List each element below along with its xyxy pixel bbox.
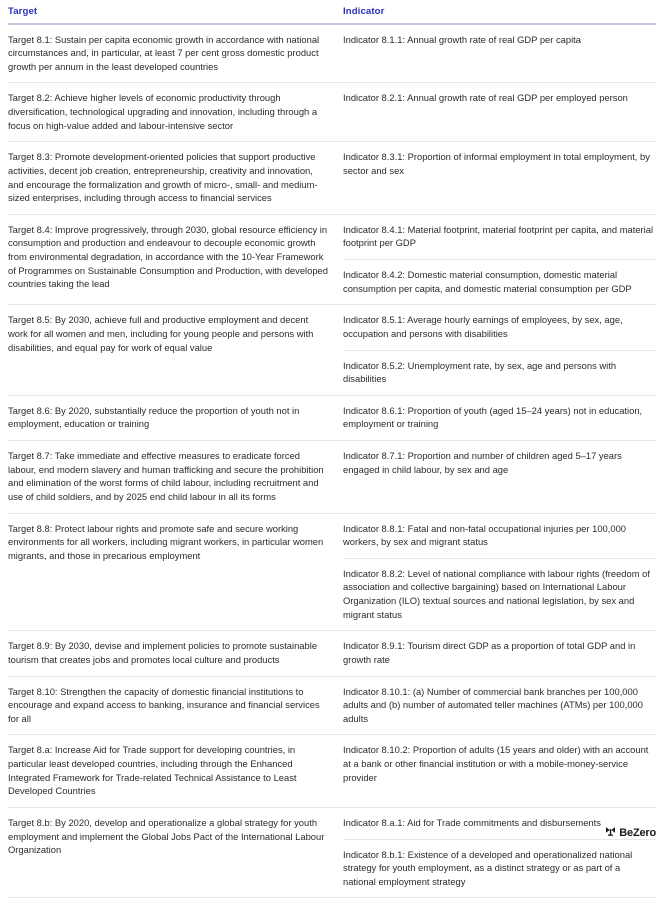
indicator-item <box>343 631 656 675</box>
indicator-cell <box>343 808 656 898</box>
target-cell <box>8 305 343 395</box>
target-text: Target 8.7: Take immediate and effective measures to eradicate forced labour, end modern slavery and human trafficking and secure the prohibition and elimination of the worst forms of child labour, including recruitment and use of child soldiers, and by 2025 end child labour in all its forms <box>8 449 329 504</box>
indicator-cell <box>343 735 656 807</box>
indicator-cell <box>343 25 656 83</box>
table-row <box>8 735 656 808</box>
indicator-cell <box>343 83 656 141</box>
target-cell <box>8 83 343 141</box>
indicator-text: Indicator 8.4.2: Domestic material consumption, domestic material consumption per capita, and domestic material consumption per GDP <box>343 268 654 295</box>
table-row <box>8 83 656 142</box>
target-text: Target 8.6: By 2020, substantially reduce the proportion of youth not in employment, education or training <box>8 404 329 431</box>
indicator-item <box>343 350 656 395</box>
indicator-text: Indicator 8.5.2: Unemployment rate, by sex, age and persons with disabilities <box>343 359 654 386</box>
column-header-indicator: Indicator <box>343 6 656 18</box>
indicator-text: Indicator 8.a.1: Aid for Trade commitments and disbursements <box>343 816 654 830</box>
indicator-item <box>343 735 656 793</box>
indicator-item <box>343 677 656 735</box>
indicator-text: Indicator 8.7.1: Proportion and number of children aged 5–17 years engaged in child labour, by sex and age <box>343 449 654 476</box>
indicator-item <box>343 305 656 349</box>
indicator-text: Indicator 8.4.1: Material footprint, material footprint per capita, and material footprint per GDP <box>343 223 654 250</box>
indicator-cell <box>343 514 656 631</box>
indicator-text: Indicator 8.b.1: Existence of a developed and operationalized national strategy for youth employment, as a distinct strategy or as part of a national employment strategy <box>343 848 654 889</box>
indicator-item <box>343 839 656 898</box>
target-cell <box>8 142 343 214</box>
table-body <box>8 25 656 898</box>
indicator-text: Indicator 8.1.1: Annual growth rate of real GDP per capita <box>343 33 654 47</box>
footer-logo <box>605 824 656 842</box>
table-row <box>8 25 656 84</box>
indicator-text: Indicator 8.2.1: Annual growth rate of real GDP per employed person <box>343 91 654 105</box>
indicator-cell <box>343 396 656 440</box>
table-row <box>8 677 656 736</box>
target-cell <box>8 677 343 735</box>
target-text: Target 8.8: Protect labour rights and promote safe and secure working environments for all workers, including migrant workers, in particular women migrants, and those in precarious employment <box>8 522 329 563</box>
indicator-text: Indicator 8.8.2: Level of national compliance with labour rights (freedom of association and collective bargaining) based on International Labour Organization (ILO) textual sources and national legislation, by sex and migrant status <box>343 567 654 622</box>
indicator-item <box>343 83 656 114</box>
indicator-item <box>343 142 656 186</box>
target-text: Target 8.5: By 2030, achieve full and productive employment and decent work for all women and men, including for young people and persons with disabilities, and equal pay for work of equal value <box>8 313 329 354</box>
target-cell <box>8 25 343 83</box>
table-row <box>8 808 656 898</box>
indicator-text: Indicator 8.10.2: Proportion of adults (15 years and older) with an account at a bank or other financial institution or with a mobile-money-service provider <box>343 743 654 784</box>
target-cell <box>8 441 343 513</box>
indicator-item <box>343 514 656 558</box>
table-row <box>8 441 656 514</box>
indicator-text: Indicator 8.9.1: Tourism direct GDP as a proportion of total GDP and in growth rate <box>343 639 654 666</box>
table-row <box>8 396 656 441</box>
indicator-item <box>343 215 656 259</box>
target-text: Target 8.1: Sustain per capita economic growth in accordance with national circumstances and, in particular, at least 7 per cent gross domestic product growth per annum in the least developed countries <box>8 33 329 74</box>
indicator-text: Indicator 8.3.1: Proportion of informal employment in total employment, by sector and sex <box>343 150 654 177</box>
table-row <box>8 305 656 396</box>
table-row <box>8 514 656 632</box>
target-cell <box>8 631 343 675</box>
table-row <box>8 215 656 306</box>
target-cell <box>8 808 343 898</box>
bezero-mark-icon <box>605 824 616 842</box>
bezero-wordmark: BeZero <box>619 828 656 839</box>
target-text: Target 8.4: Improve progressively, through 2030, global resource efficiency in consumption and production and endeavour to decouple economic growth from environmental degradation, in accordance with the 10-Year Framework of Programmes on Sustainable Consumption and Production, with developed countries taking the lead <box>8 223 329 291</box>
indicator-cell <box>343 142 656 214</box>
target-text: Target 8.2: Achieve higher levels of economic productivity through diversification, technological upgrading and innovation, including through a focus on high-value added and labour-intensive sector <box>8 91 329 132</box>
table-header-row <box>8 0 656 25</box>
target-text: Target 8.b: By 2020, develop and operationalize a global strategy for youth employment and implement the Global Jobs Pact of the International Labour Organization <box>8 816 329 857</box>
indicator-item <box>343 558 656 631</box>
indicator-cell <box>343 631 656 675</box>
indicator-cell <box>343 215 656 305</box>
target-text: Target 8.3: Promote development-oriented policies that support productive activities, decent job creation, entrepreneurship, creativity and innovation, and encourage the formalization and growth of micro-, small- and medium-sized enterprises, including through access to financial services <box>8 150 329 205</box>
indicator-cell <box>343 441 656 513</box>
target-text: Target 8.a: Increase Aid for Trade support for developing countries, in particular least developed countries, including through the Enhanced Integrated Framework for Trade-related Technical Assistance to Least Developed Countries <box>8 743 329 798</box>
indicator-text: Indicator 8.6.1: Proportion of youth (aged 15–24 years) not in education, employment or training <box>343 404 654 431</box>
indicator-item <box>343 441 656 485</box>
indicator-item <box>343 25 656 56</box>
target-cell <box>8 215 343 305</box>
indicator-item <box>343 259 656 304</box>
target-cell <box>8 396 343 440</box>
column-header-target: Target <box>8 6 343 18</box>
table-row <box>8 142 656 215</box>
indicator-text: Indicator 8.8.1: Fatal and non-fatal occupational injuries per 100,000 workers, by sex and migrant status <box>343 522 654 549</box>
indicator-text: Indicator 8.10.1: (a) Number of commercial bank branches per 100,000 adults and (b) number of automated teller machines (ATMs) per 100,000 adults <box>343 685 654 726</box>
target-text: Target 8.10: Strengthen the capacity of domestic financial institutions to encourage and expand access to banking, insurance and financial services for all <box>8 685 329 726</box>
target-cell <box>8 514 343 631</box>
indicator-item <box>343 396 656 440</box>
indicator-cell <box>343 677 656 735</box>
target-text: Target 8.9: By 2030, devise and implement policies to promote sustainable tourism that creates jobs and promotes local culture and products <box>8 639 329 666</box>
indicator-cell <box>343 305 656 395</box>
indicator-text: Indicator 8.5.1: Average hourly earnings of employees, by sex, age, occupation and persons with disabilities <box>343 313 654 340</box>
table-row <box>8 631 656 676</box>
target-cell <box>8 735 343 807</box>
